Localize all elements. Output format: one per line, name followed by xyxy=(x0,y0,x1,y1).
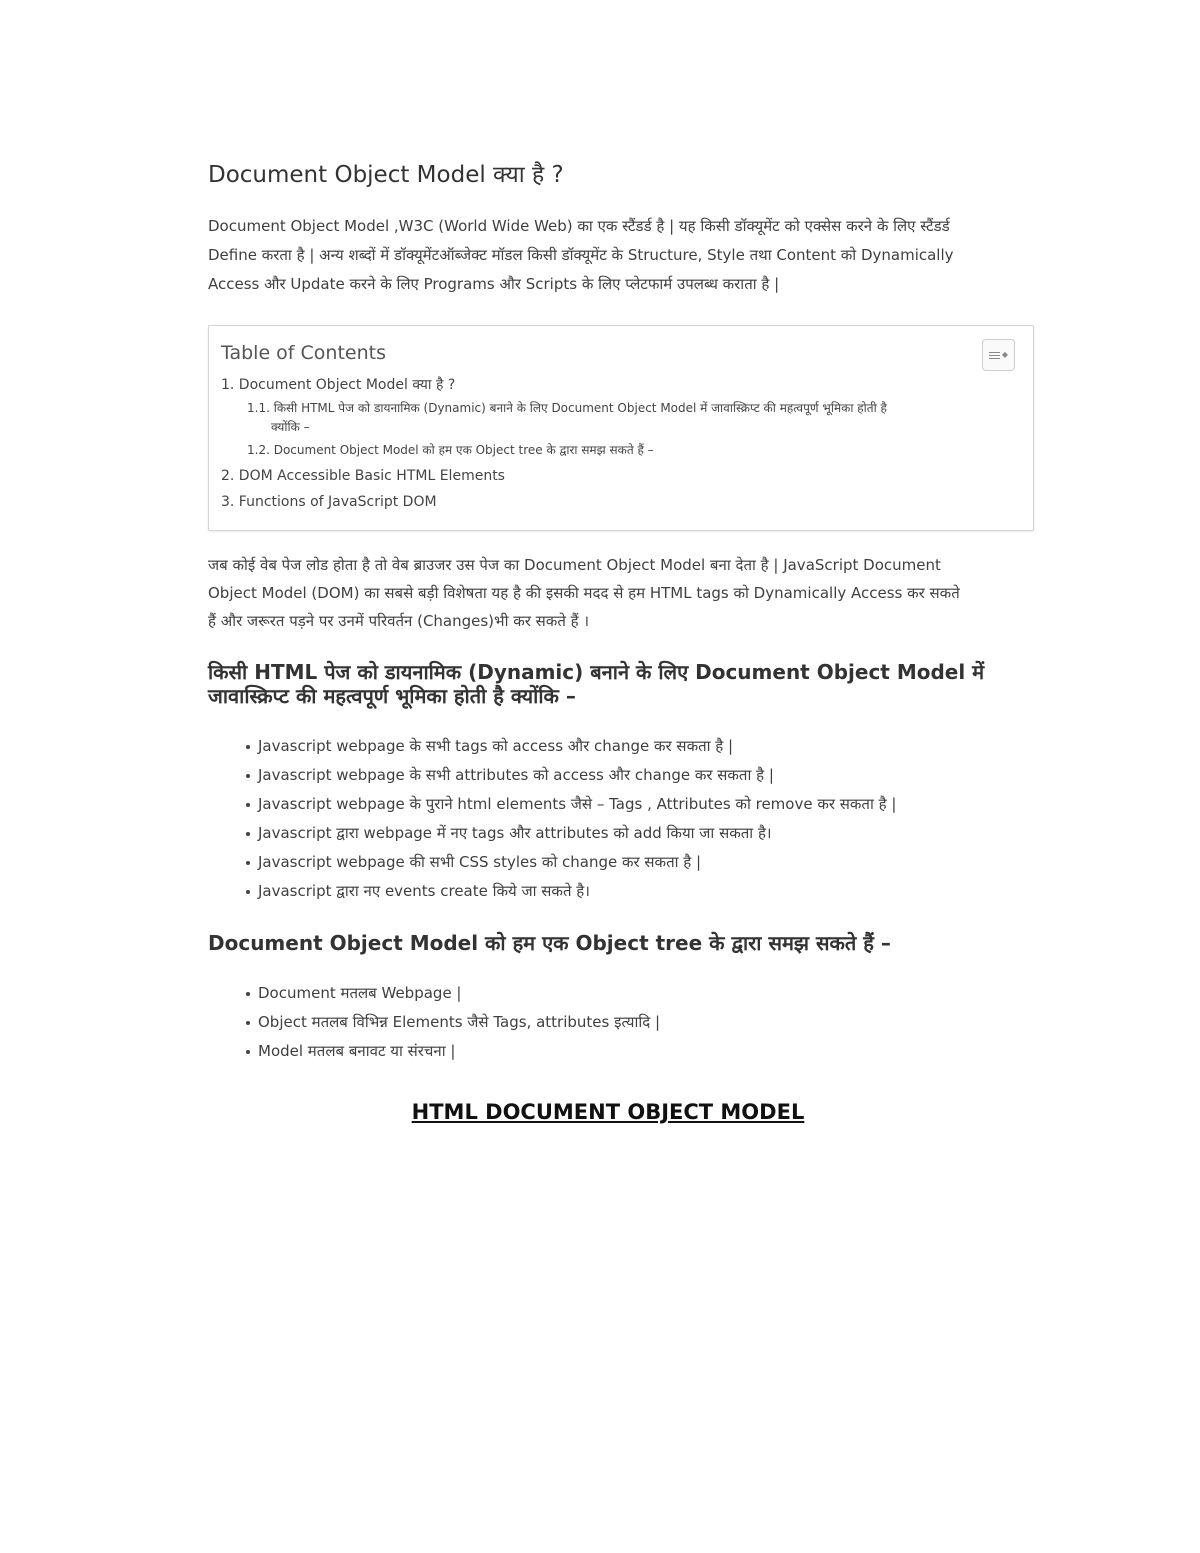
intro-paragraph xyxy=(208,212,1038,299)
paragraph-line: हैं और जरूरत पड़ने पर उनमें परिवर्तन (Changes)भी कर सकते हैं । xyxy=(208,612,590,630)
javascript-capabilities-list xyxy=(208,732,1038,906)
list-item: Javascript webpage के सभी tags को access और change कर सकता है | xyxy=(246,732,1038,761)
toc-link-1-2[interactable]: 1.2. Document Object Model को हम एक Object tree के द्वारा समझ सकते हैं – xyxy=(247,443,654,457)
toc-title: Table of Contents xyxy=(221,342,386,364)
toc-link-1[interactable]: 1. Document Object Model क्या है ? xyxy=(221,377,456,393)
intro-line: Define करता है | अन्य शब्दों में डॉक्यूमेंटऑब्जेक्ट मॉडल किसी डॉक्यूमेंट के Structure, Style तथा Content को Dynamically xyxy=(208,246,954,264)
page-title: Document Object Model क्या है ? xyxy=(208,162,564,188)
list-item: Javascript द्वारा नए events create किये जा सकते है। xyxy=(246,877,1038,906)
section-heading-javascript-role xyxy=(208,660,1038,708)
html-dom-heading: HTML DOCUMENT OBJECT MODEL xyxy=(411,1100,805,1124)
list-item: Document मतलब Webpage | xyxy=(246,979,1038,1008)
list-item: Javascript webpage की सभी CSS styles को change कर सकता है | xyxy=(246,848,1038,877)
toc-link-1-1[interactable] xyxy=(221,399,1021,437)
paragraph-line: जब कोई वेब पेज लोड होता है तो वेब ब्राउजर उस पेज का Document Object Model बना देता है | JavaScript Document xyxy=(208,556,941,574)
chevron-down-icon: ◆ xyxy=(1001,350,1009,359)
toc-link-1-1-line2: क्योंकि – xyxy=(271,420,310,434)
list-item: Object मतलब विभिन्न Elements जैसे Tags, attributes इत्यादि | xyxy=(246,1008,1038,1037)
list-item: Model मतलब बनावट या संरचना | xyxy=(246,1037,1038,1066)
section-heading-object-tree: Document Object Model को हम एक Object tree के द्वारा समझ सकते हैं – xyxy=(208,931,891,955)
document-page xyxy=(208,150,1038,1124)
toc-toggle-button[interactable] xyxy=(982,339,1015,371)
dom-description-paragraph xyxy=(208,551,1038,635)
toc-link-3[interactable]: 3. Functions of JavaScript DOM xyxy=(221,494,437,510)
list-item: Javascript webpage के सभी attributes को access और change कर सकता है | xyxy=(246,761,1038,790)
table-of-contents xyxy=(208,325,1034,531)
intro-line: Access और Update करने के लिए Programs और Scripts के लिए प्लेटफार्म उपलब्ध कराता है | xyxy=(208,275,780,293)
toc-link-2[interactable]: 2. DOM Accessible Basic HTML Elements xyxy=(221,468,505,484)
intro-line: Document Object Model ,W3C (World Wide Web) का एक स्टैंडर्ड है | यह किसी डॉक्यूमेंट को एक्सेस करने के लिए स्टैंडर्ड xyxy=(208,217,950,235)
list-icon xyxy=(989,352,1000,359)
toc-link-1-1-line1: 1.1. किसी HTML पेज को डायनामिक (Dynamic) बनाने के लिए Document Object Model में जावास्क्रिप्ट की महत्वपूर्ण भूमिका होती है xyxy=(247,401,887,415)
object-tree-list xyxy=(208,979,1038,1066)
heading-line: जावास्क्रिप्ट की महत्वपूर्ण भूमिका होती है क्योंकि – xyxy=(208,684,576,708)
list-item: Javascript द्वारा webpage में नए tags और attributes को add किया जा सकता है। xyxy=(246,819,1038,848)
list-item: Javascript webpage के पुराने html elements जैसे – Tags , Attributes को remove कर सकता है | xyxy=(246,790,1038,819)
heading-line: किसी HTML पेज को डायनामिक (Dynamic) बनाने के लिए Document Object Model में xyxy=(208,660,985,684)
paragraph-line: Object Model (DOM) का सबसे बड़ी विशेषता यह है की इसकी मदद से हम HTML tags को Dynamically Access कर सकते xyxy=(208,584,960,602)
